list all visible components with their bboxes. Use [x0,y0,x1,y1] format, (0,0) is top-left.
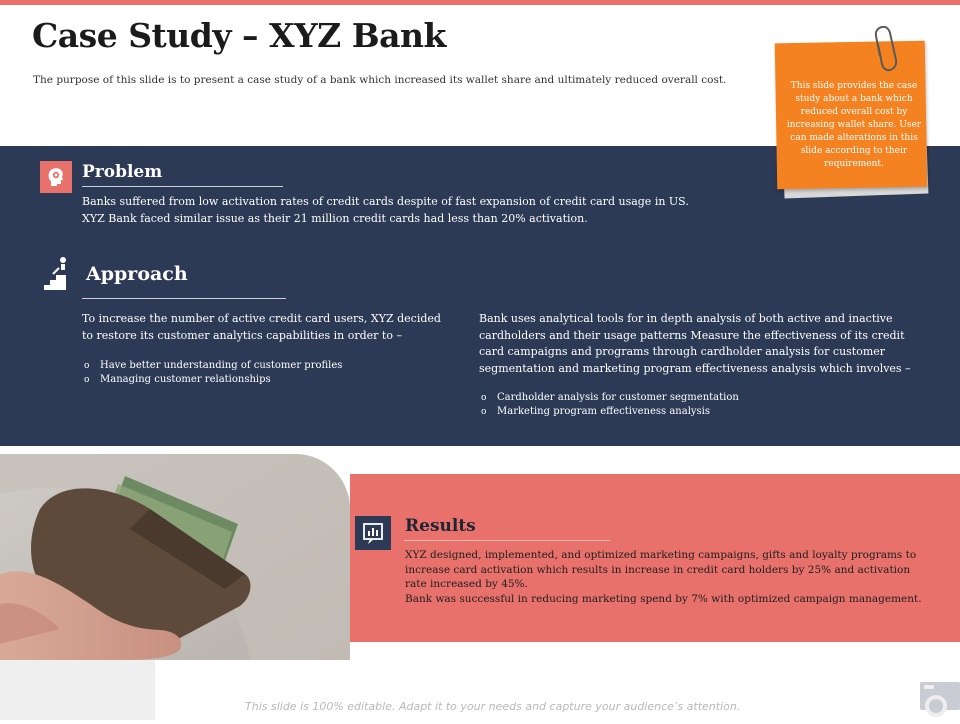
problem-line-1: Banks suffered from low activation rates of credit cards despite of fast expansion of credit card usage in US. [82,195,689,208]
bottom-left-gray-block [0,660,155,720]
results-para-2: Bank was successful in reducing marketing spend by 7% with optimized campaign management. [405,592,922,605]
problem-underline [82,186,283,187]
footer-note: This slide is 100% editable. Adapt it to your needs and capture your audience’s attention. [245,700,741,713]
results-title: Results [405,516,476,536]
camera-icon [918,680,960,720]
approach-title: Approach [86,263,188,285]
problem-text [82,194,722,227]
paperclip-icon [871,26,901,74]
approach-right-bullets [479,391,919,419]
page-subtitle: The purpose of this slide is to present a case study of a bank which increased its wallet share and ultimately reduced overall cost. [33,74,727,86]
approach-right-text: Bank uses analytical tools for in depth analysis of both active and inactive cardholders and their usage patterns Measure the effectiveness of its credit card campaigns and programs through cardholder analysis for customer segmentation and marketing program effectiveness analysis which involves – [479,312,911,375]
list-item: o Cardholder analysis for customer segmentation [479,391,919,405]
approach-left-bullets [82,359,452,387]
sticky-note-text: This slide provides the case study about a bank which reduced overall cost by increasing wallet share. User can made alterations in this slide according to their requirement. [786,81,922,169]
bar-chart-icon [355,516,391,550]
list-item: o Managing customer relationships [82,373,452,387]
problem-title: Problem [82,162,163,182]
page-title: Case Study – XYZ Bank [32,16,446,55]
problem-line-2: XYZ Bank faced similar issue as their 21 million credit cards had less than 20% activation. [82,211,588,225]
head-gear-icon [40,161,72,193]
list-item: o Marketing program effectiveness analysis [479,405,919,419]
top-accent-bar [0,0,960,5]
results-underline [404,540,610,541]
list-item: o Have better understanding of customer profiles [82,359,452,373]
results-para-1: XYZ designed, implemented, and optimized marketing campaigns, gifts and loyalty programs to increase card activation which results in increase in credit card holders by 25% and activation rate increased by 45%. [405,549,917,590]
approach-underline [82,298,286,299]
approach-left-text: To increase the number of active credit card users, XYZ decided to restore its customer analytics capabilities in order to – [82,312,441,342]
wallet-photo [0,454,350,660]
stairs-person-icon [42,256,70,290]
results-text [405,548,925,606]
